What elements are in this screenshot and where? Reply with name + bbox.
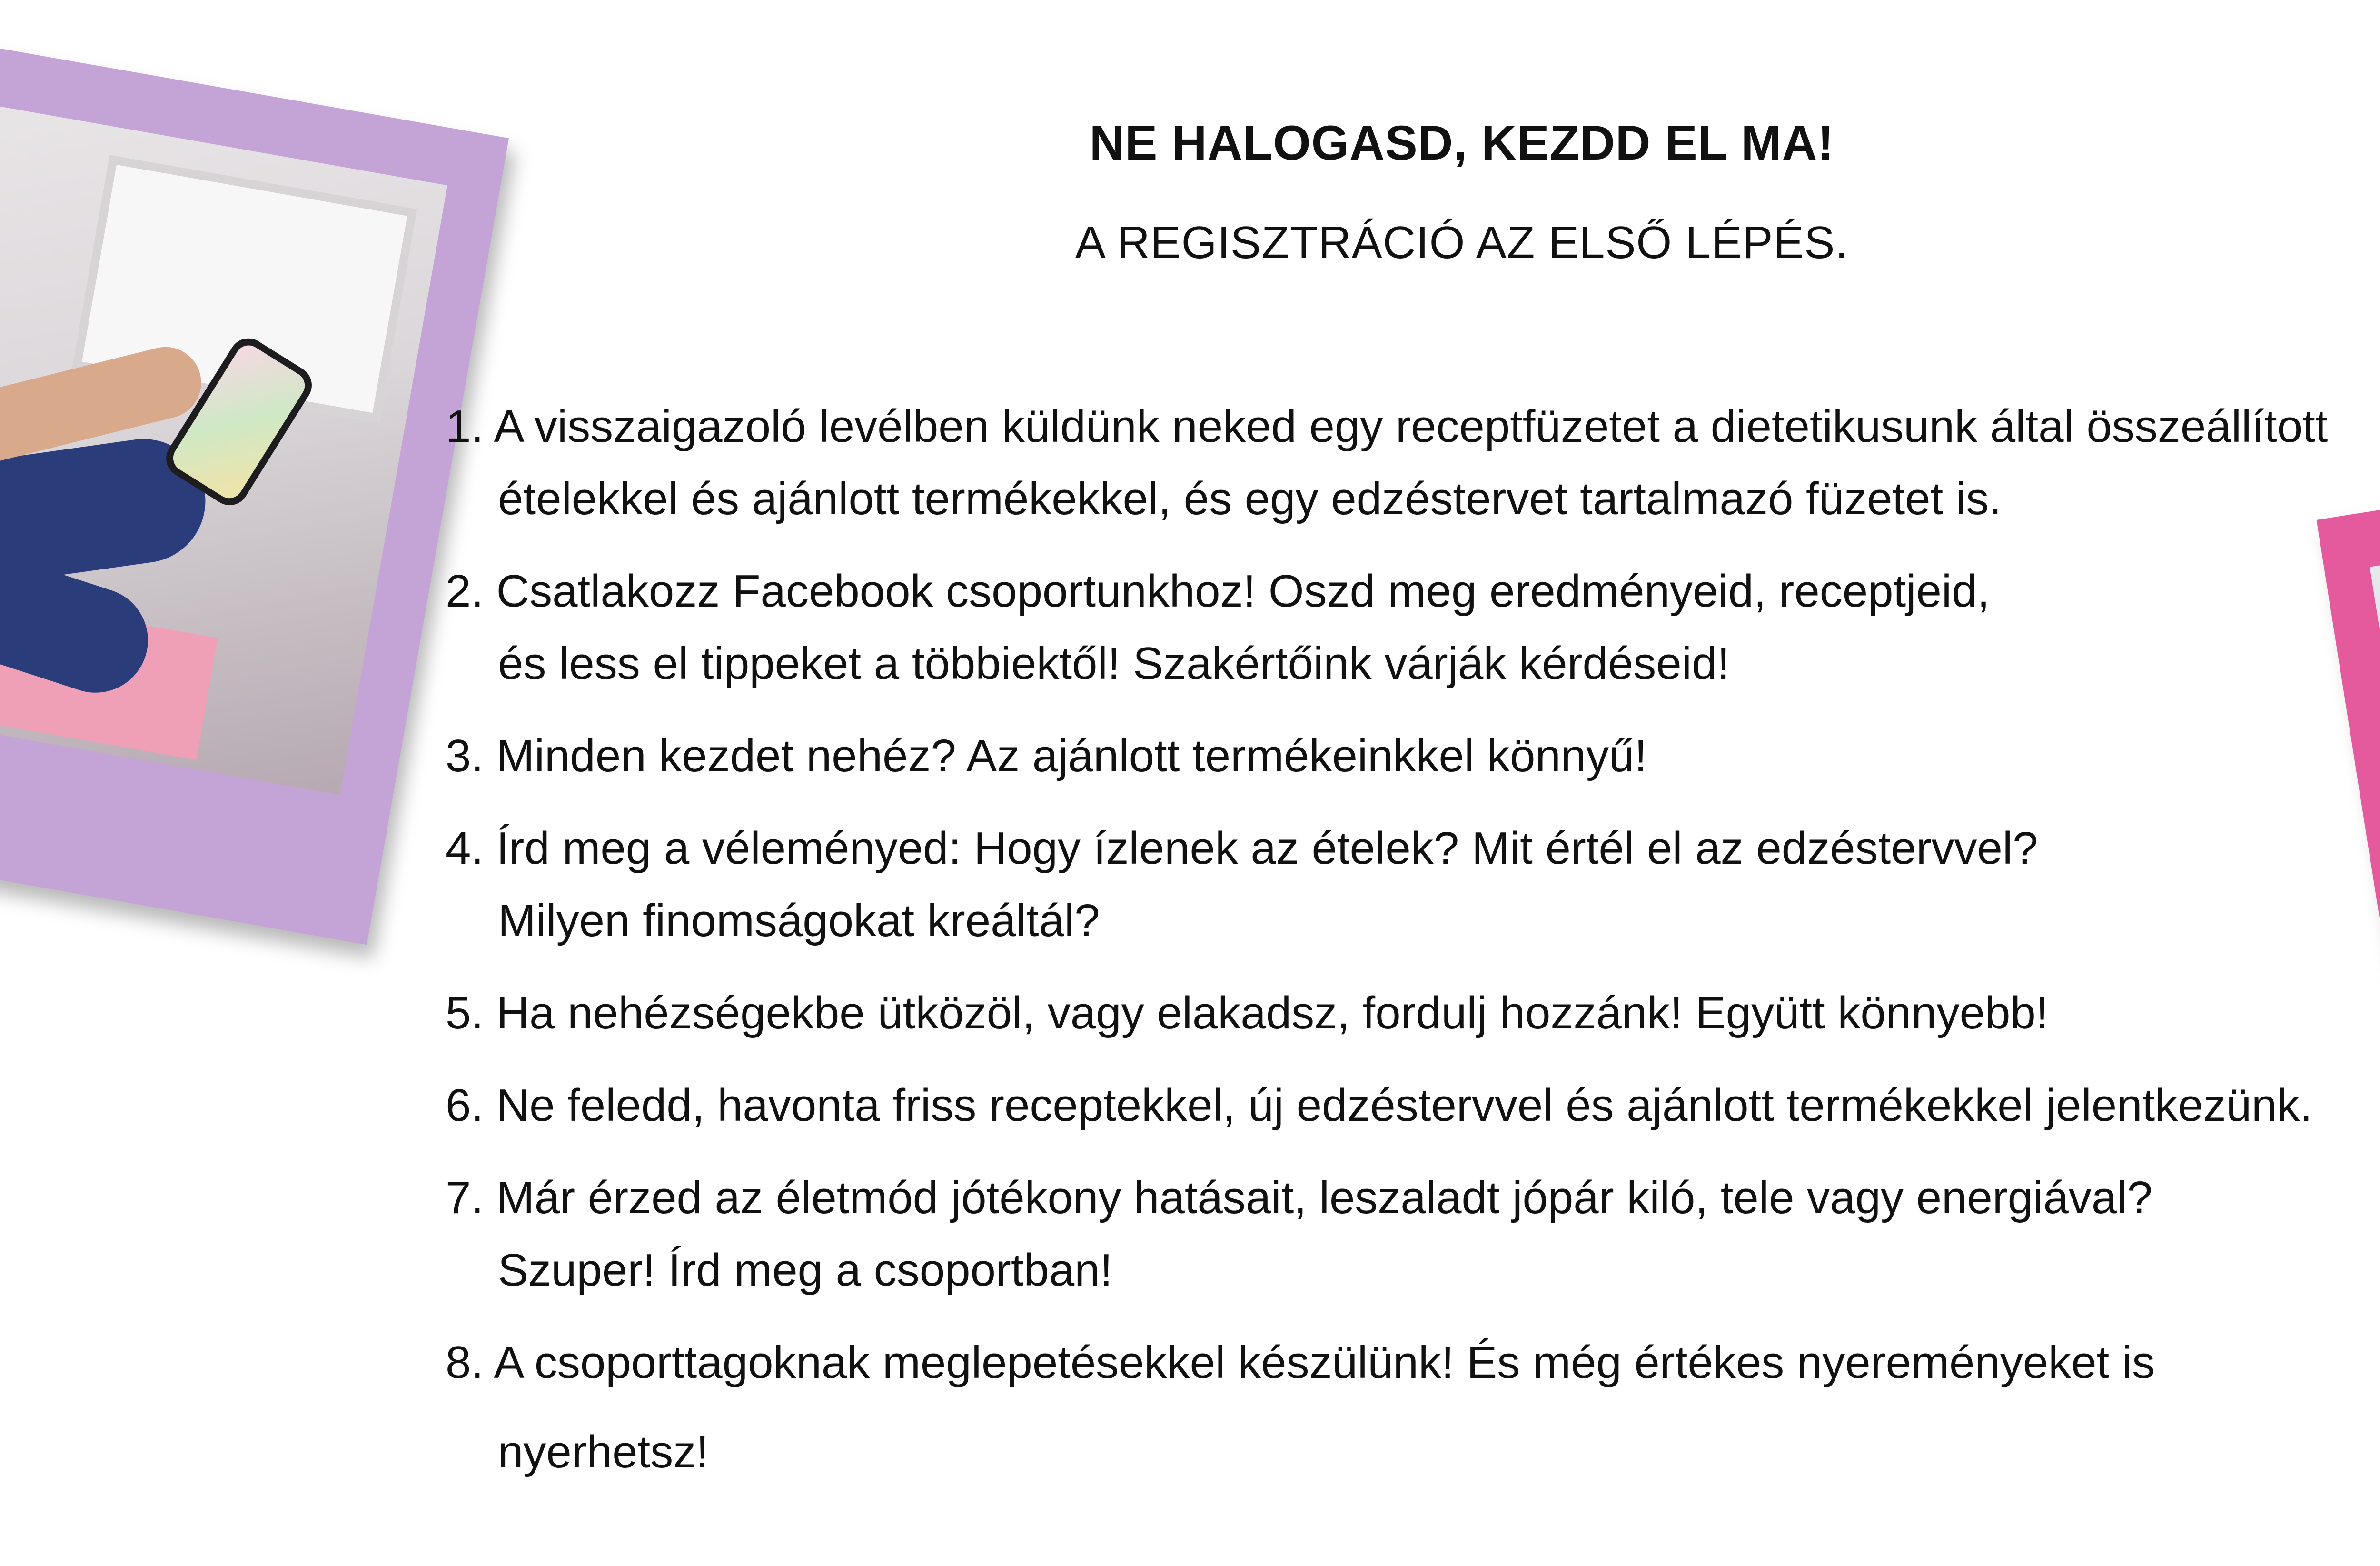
step-8-line-2: nyerhetsz! <box>498 1426 709 1477</box>
step-2-line-2: és less el tippeket a többiektől! Szakértőink várják kérdéseid! <box>498 638 1730 689</box>
step-6 <box>446 1069 2380 1142</box>
steps-list <box>446 390 2380 1508</box>
heading-block <box>0 102 2380 283</box>
step-3-line-1: 3. Minden kezdet nehéz? Az ajánlott termékeinkkel könnyű! <box>446 730 1647 781</box>
step-8-line-1: 8. A csoporttagoknak meglepetésekkel készülünk! És még értékes nyereményeket is <box>446 1337 2155 1388</box>
step-8 <box>446 1327 2380 1488</box>
step-4 <box>446 812 2380 957</box>
step-1-line-2: ételekkel és ajánlott termékekkel, és egy edzéstervet tartalmazó füzetet is. <box>498 473 2002 524</box>
page-title: NE HALOGASD, KEZDD EL MA! <box>1089 116 1835 170</box>
step-5 <box>446 977 2380 1049</box>
page-subtitle: A REGISZTRÁCIÓ AZ ELSŐ LÉPÉS. <box>1075 217 1849 268</box>
step-1-line-1: 1. A visszaigazoló levélben küldünk neked egy receptfüzetet a dietetikusunk által összeállított <box>446 401 2328 452</box>
step-5-line-1: 5. Ha nehézségekbe ütközöl, vagy elakadsz, fordulj hozzánk! Együtt könnyebb! <box>446 987 2049 1038</box>
step-1 <box>446 390 2380 535</box>
step-7-line-1: 7. Már érzed az életmód jótékony hatásait, leszaladt jópár kiló, tele vagy energiával? <box>446 1172 2152 1223</box>
step-2-line-1: 2. Csatlakozz Facebook csoportunkhoz! Oszd meg eredményeid, receptjeid, <box>446 566 1990 617</box>
step-2 <box>446 555 2380 700</box>
step-7 <box>446 1162 2380 1307</box>
step-4-line-2: Milyen finomságokat kreáltál? <box>498 895 1100 946</box>
step-4-line-1: 4. Írd meg a véleményed: Hogy ízlenek az ételek? Mit értél el az edzéstervvel? <box>446 823 2038 874</box>
step-6-line-1: 6. Ne feledd, havonta friss receptekkel, új edzéstervvel és ajánlott termékekkel jelentkezünk. <box>446 1080 2313 1131</box>
step-3 <box>446 720 2380 792</box>
step-7-line-2: Szuper! Írd meg a csoportban! <box>498 1245 1113 1296</box>
